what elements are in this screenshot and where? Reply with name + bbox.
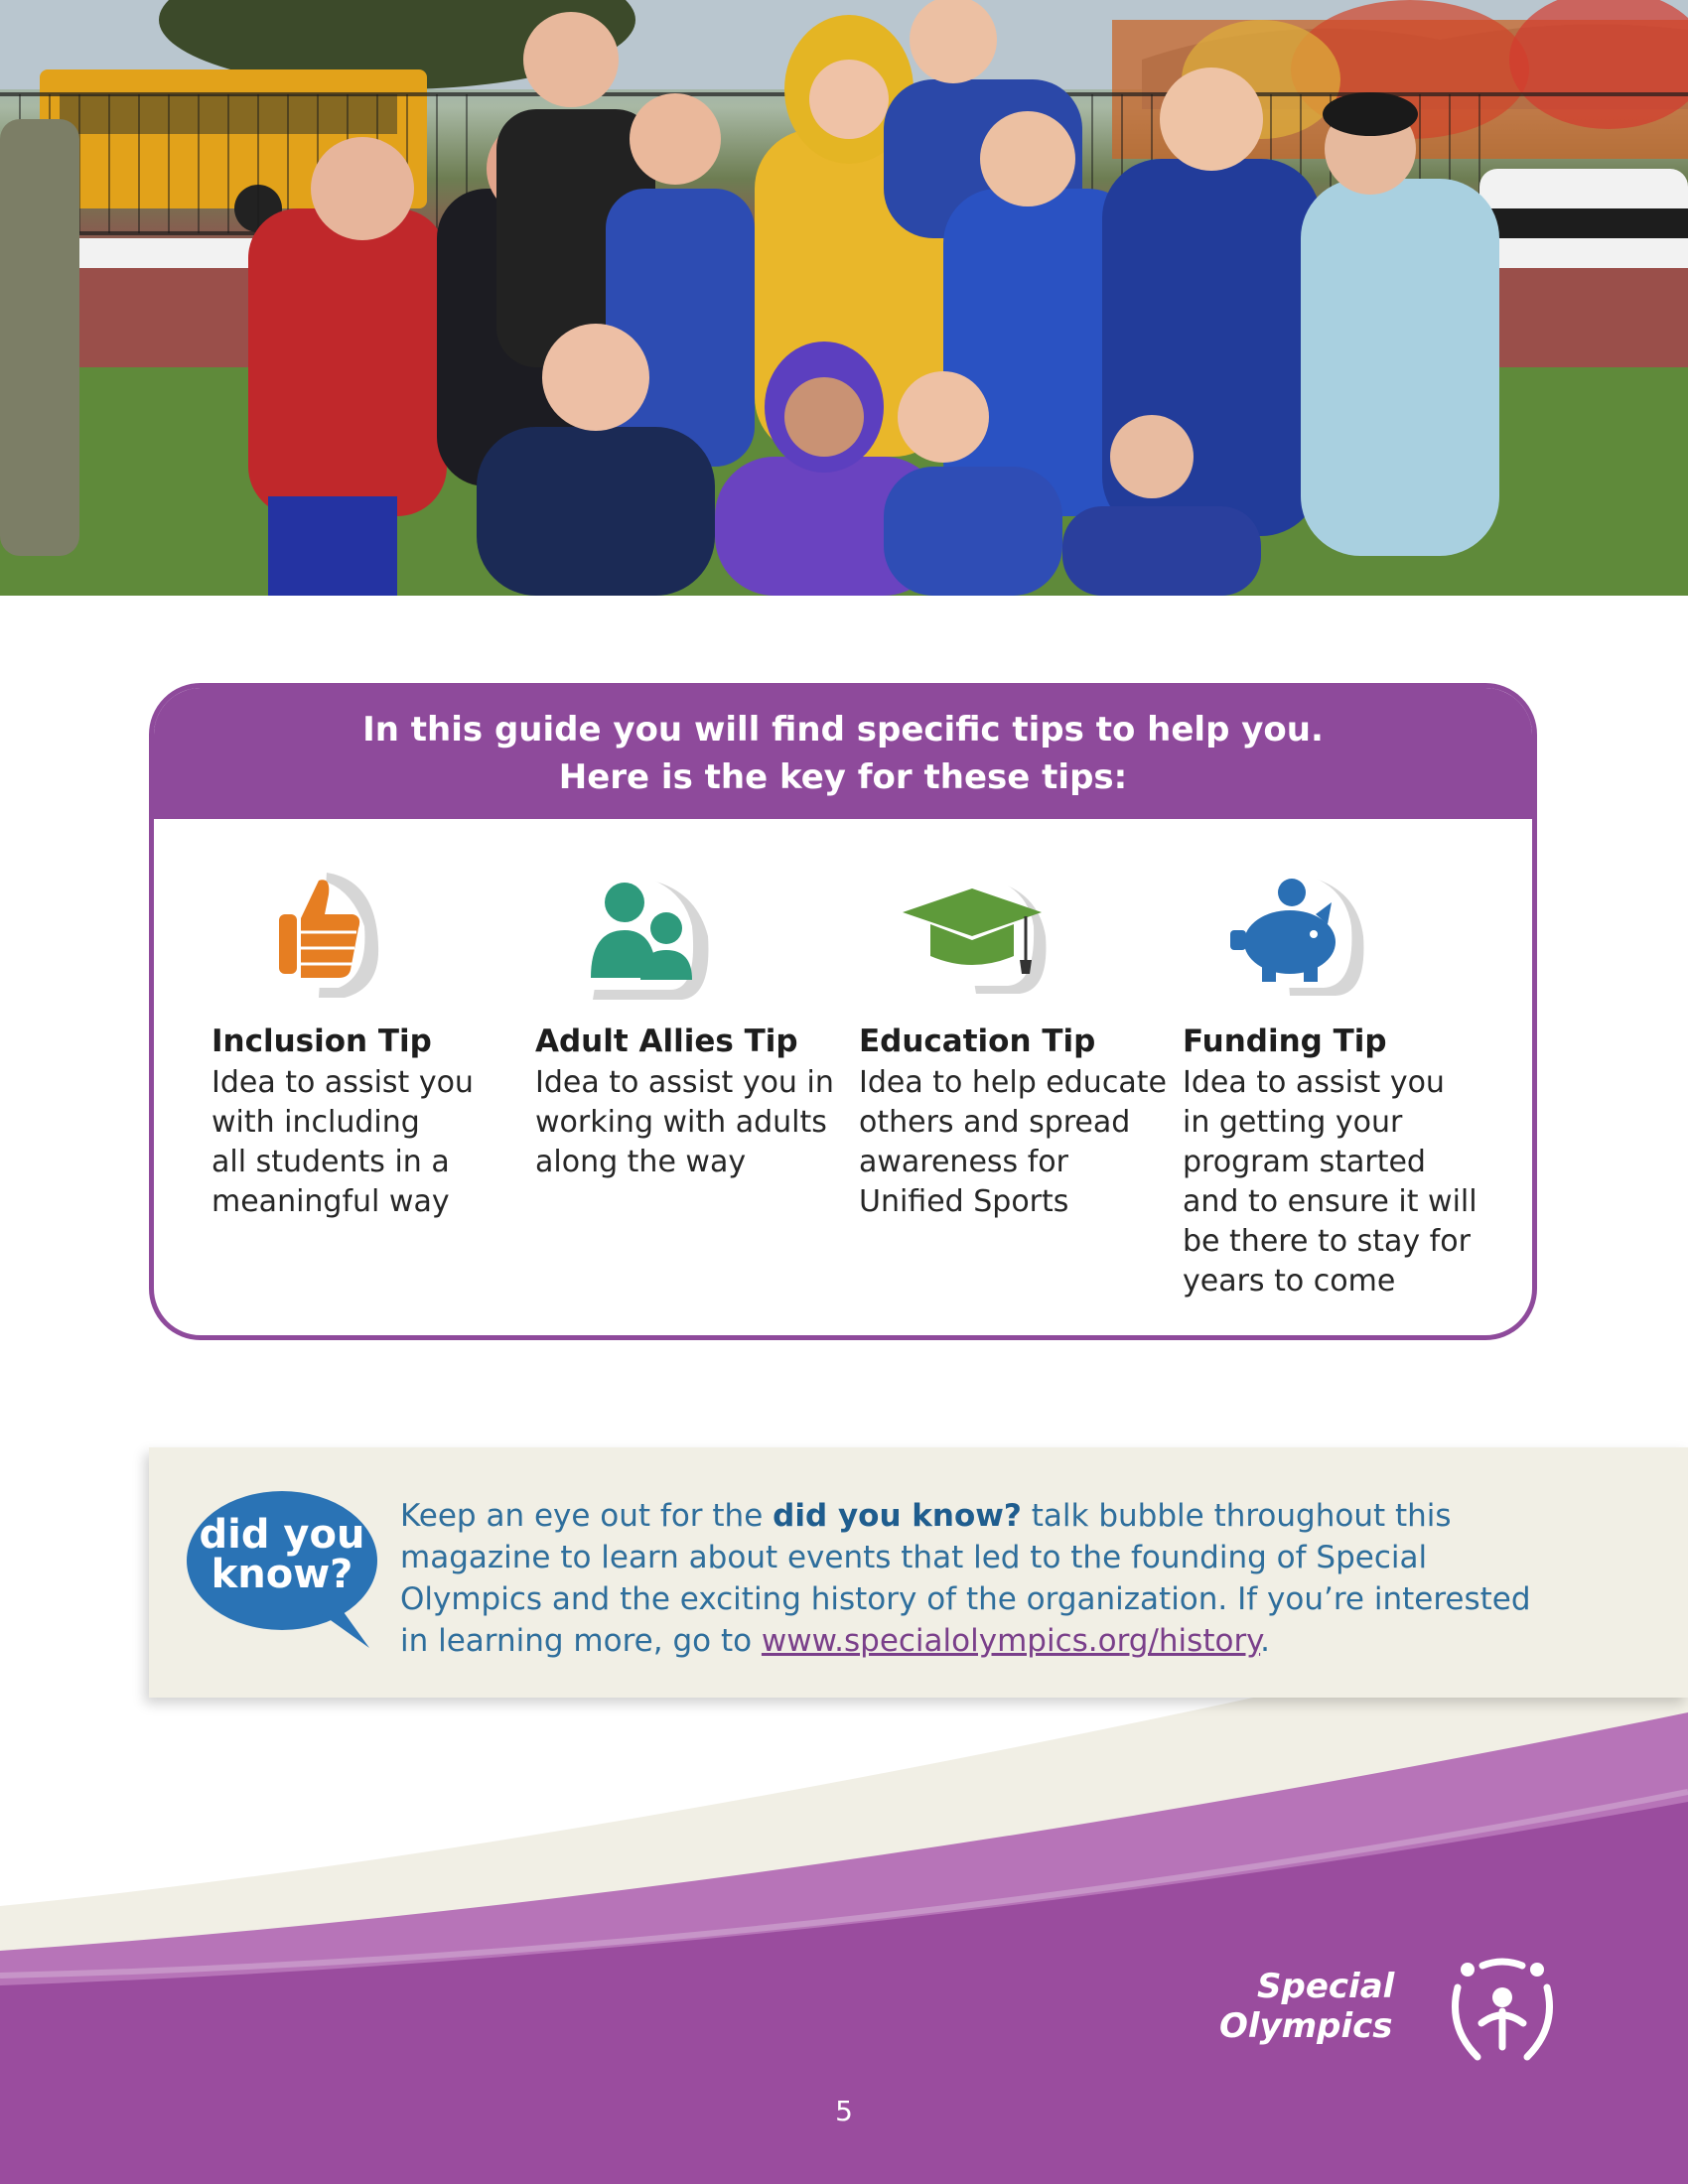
adult-allies-icon xyxy=(573,867,712,1006)
dyk-text-bold: did you know? xyxy=(773,1498,1022,1534)
logo-word-olympics: Olympics xyxy=(1219,2006,1393,2046)
logo-word-special: Special xyxy=(1257,1967,1395,2006)
did-you-know-bubble-icon xyxy=(185,1489,379,1658)
bubble-line1: did you xyxy=(199,1512,365,1558)
did-you-know-text xyxy=(400,1495,1542,1662)
piggy-bank-icon xyxy=(1220,867,1359,1006)
team-photo-illustration xyxy=(0,0,1688,596)
history-link[interactable]: www.specialolympics.org/history xyxy=(761,1623,1261,1659)
bubble-line2: know? xyxy=(211,1552,353,1597)
team-photo xyxy=(0,0,1688,596)
dyk-text-after: talk bubble throughout this magazine to learn about events that led to the founding of Special Olympics and the exciting history of the organization. If you’re interested in learning more, go to xyxy=(400,1498,1531,1659)
tips-header-line2: Here is the key for these tips: xyxy=(558,757,1128,797)
tip-title: Adult Allies Tip xyxy=(535,1024,798,1059)
tip-description: Idea to assist you with including all students in a meaningful way xyxy=(211,1065,474,1219)
tips-key-header xyxy=(154,688,1532,819)
tip-description: Idea to assist you in getting your program started and to ensure it will be there to stay for years to come xyxy=(1183,1065,1477,1298)
did-you-know-panel xyxy=(149,1447,1688,1698)
tip-title: Inclusion Tip xyxy=(211,1024,432,1059)
thumbs-up-icon xyxy=(249,867,388,1006)
tips-key-box xyxy=(149,683,1537,1340)
tip-title: Education Tip xyxy=(859,1024,1096,1059)
tip-title: Funding Tip xyxy=(1183,1024,1387,1059)
tip-description: Idea to help educate others and spread awareness for Unified Sports xyxy=(859,1065,1167,1219)
special-olympics-logo xyxy=(1219,1948,1567,2077)
graduation-cap-icon xyxy=(897,867,1036,1006)
dyk-text-end: . xyxy=(1260,1623,1270,1659)
dyk-text-before: Keep an eye out for the xyxy=(400,1498,774,1534)
page-number: 5 xyxy=(835,2095,853,2127)
tip-description: Idea to assist you in working with adults along the way xyxy=(535,1065,834,1179)
special-olympics-emblem-icon xyxy=(1438,1948,1567,2077)
tips-header-line1: In this guide you will find specific tips to help you. xyxy=(362,710,1324,750)
